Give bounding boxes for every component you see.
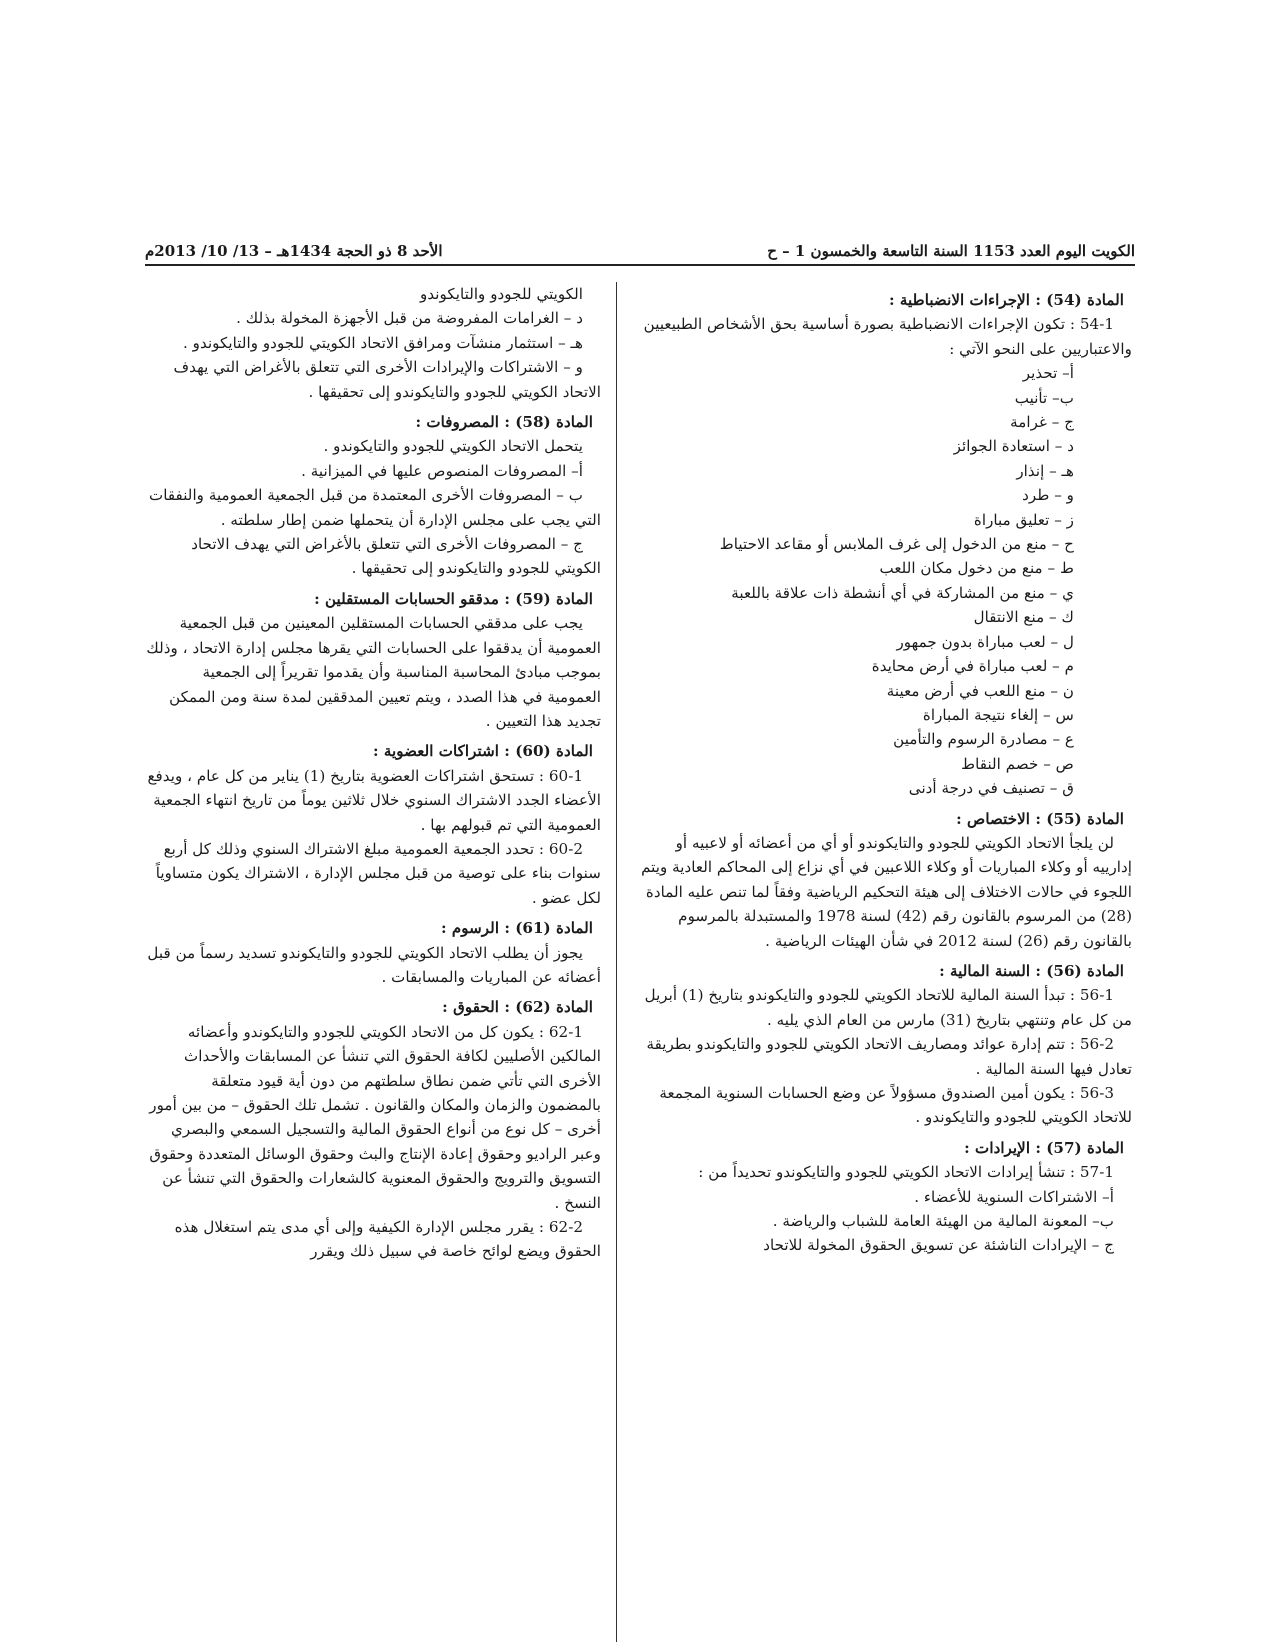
paragraph: الكويتي للجودو والتايكوندو: [420, 285, 583, 303]
left-column: [145, 282, 601, 1264]
page-header: [145, 232, 1135, 260]
header-issue-info: الكويت اليوم العدد 1153 السنة التاسعة والخمسون 1 – ح: [767, 242, 1135, 260]
list-item: هـ – إنذار: [1016, 461, 1074, 480]
article-heading: المادة (56) : السنة المالية :: [939, 961, 1124, 980]
article-heading: المادة (57) : الإيرادات :: [964, 1138, 1124, 1157]
article-heading: المادة (58) : المصروفات :: [415, 413, 593, 432]
article-heading: المادة (60) : اشتراكات العضوية :: [373, 742, 593, 761]
paragraph: هـ – استثمار منشآت ومرافق الاتحاد الكويتي للجودو والتايكوندو .: [182, 333, 583, 352]
paragraph: أ– المصروفات المنصوص عليها في الميزانية .: [301, 461, 583, 480]
paragraph: لن يلجأ الاتحاد الكويتي للجودو والتايكوندو أو أي من أعضائه أو لاعبيه أو إدارييه أو وكلاء المباريات أو وكلاء اللاعبين في أي نزاع إلى المحاكم العادية ويتم اللجوء في حالات الاختلاف إلى هيئة التحكيم الرياضية وفقاً لما تنص عليه المادة (28) من المرسوم بالقانون رقم (42) لسنة 1978 والمستبدلة بالمرسوم بالقانون رقم (26) لسنة 2012 في شأن الهيئات الرياضية .: [641, 833, 1132, 950]
list-item: ع – مصادرة الرسوم والتأمين: [893, 730, 1074, 749]
paragraph: أ– الاشتراكات السنوية للأعضاء .: [914, 1187, 1114, 1206]
paragraph: 60-2 : تحدد الجمعية العمومية مبلغ الاشتراك السنوي وذلك كل أربع سنوات بناء على توصية من قبل مجلس الإدارة ، الاشتراك يكون متساوياً لكل عضو .: [155, 839, 601, 907]
list-item: ك – منع الانتقال: [973, 608, 1074, 627]
paragraph: 56-2 : تتم إدارة عوائد ومصاريف الاتحاد الكويتي للجودو والتايكوندو بطريقة تعادل فيها السنة المالية .: [646, 1035, 1132, 1078]
article-heading: المادة (62) : الحقوق :: [442, 998, 593, 1017]
article-heading: المادة (54) : الإجراءات الانضباطية :: [889, 291, 1124, 309]
paragraph: 56-3 : يكون أمين الصندوق مسؤولاً عن وضع الحسابات السنوية المجمعة للاتحاد الكويتي للجودو والتايكوندو .: [659, 1084, 1132, 1127]
paragraph: ج – المصروفات الأخرى التي تتعلق بالأغراض التي يهدف الاتحاد الكويتي للجودو والتايكوندو إلى تحقيقها .: [191, 535, 601, 578]
list-item: و – طرد: [1022, 486, 1074, 505]
paragraph: 56-1 : تبدأ السنة المالية للاتحاد الكويتي للجودو والتايكوندو بتاريخ (1) أبريل من كل عام وتنتهي بتاريخ (31) مارس من العام الذي يليه .: [644, 986, 1132, 1029]
list-item: ي – منع من المشاركة في أي أنشطة ذات علاقة باللعبة: [731, 583, 1074, 602]
list-item: ق – تصنيف في درجة أدنى: [908, 779, 1074, 798]
header-date: الأحد 8 ذو الحجة 1434هـ – 13/ 10/ 2013م: [145, 242, 443, 260]
list-item: أ– تحذير: [1022, 364, 1074, 383]
list-item: س – إلغاء نتيجة المباراة: [922, 705, 1074, 724]
paragraph: يتحمل الاتحاد الكويتي للجودو والتايكوندو .: [323, 437, 583, 456]
paragraph: يجوز أن يطلب الاتحاد الكويتي للجودو والتايكوندو تسديد رسماً من قبل أعضائه عن المباريات والمسابقات .: [147, 943, 601, 986]
paragraph: 62-2 : يقرر مجلس الإدارة الكيفية وإلى أي مدى يتم استغلال هذه الحقوق ويضع لوائح خاصة في سبيل ذلك ويقرر: [174, 1218, 601, 1261]
list-item: ز – تعليق مباراة: [973, 510, 1074, 529]
paragraph: 62-1 : يكون كل من الاتحاد الكويتي للجودو والتايكوندو وأعضائه المالكين الأصليين لكافة الحقوق التي تنشأ عن المسابقات والأحداث الأخرى التي تأتي ضمن نطاق سلطتهم من دون أية قيود متعلقة بالمضمون والزمان والمكان والقانون . تشمل تلك الحقوق – من بين أمور أخرى – كل نوع من أنواع الحقوق المالية والتسجيل السمعي والبصري وعبر الراديو وحقوق إعادة الإنتاج والبث وحقوق الوسائل المتعددة وحقوق التسويق والترويج والحقوق المعنوية كالشعارات والحقوق التي تنشأ عن النسخ .: [149, 1022, 601, 1212]
article-heading: المادة (55) : الاختصاص :: [956, 809, 1124, 828]
paragraph: ب– المعونة المالية من الهيئة العامة للشباب والرياضة .: [772, 1212, 1114, 1231]
paragraph: 57-1 : تنشأ إيرادات الاتحاد الكويتي للجودو والتايكوندو تحديداً من :: [698, 1163, 1114, 1182]
column-divider: [616, 282, 617, 1642]
list-item: ب– تأنيب: [1014, 388, 1074, 407]
article-heading: المادة (59) : مدققو الحسابات المستقلين :: [314, 589, 593, 608]
list-item: ل – لعب مباراة بدون جمهور: [896, 632, 1074, 651]
list-item: ج – غرامة: [1010, 413, 1074, 432]
list-item: ح – منع من الدخول إلى غرف الملابس أو مقاعد الاحتياط: [719, 535, 1074, 554]
paragraph: يجب على مدققي الحسابات المستقلين المعينين من قبل الجمعية العمومية أن يدققوا على الحسابات التي يقرها مجلس إدارة الاتحاد ، وذلك بموجب مبادئ المحاسبة المناسبة وأن يقدموا تقريراً إلى الجمعية العمومية في هذا الصدد ، ويتم تعيين المدققين لمدة سنة ومن الممكن تجديد هذا التعيين .: [146, 614, 601, 730]
paragraph: د – الغرامات المفروضة من قبل الأجهزة المخولة بذلك .: [236, 309, 583, 328]
list-item: ط – منع من دخول مكان اللعب: [879, 559, 1074, 578]
right-column: [632, 282, 1132, 1258]
paragraph: ب – المصروفات الأخرى المعتمدة من قبل الجمعية العمومية والنفقات التي يجب على مجلس الإدارة أن يتحملها ضمن إطار سلطته .: [148, 486, 601, 529]
header-rule: [145, 264, 1135, 266]
list-item: د – استعادة الجوائز: [953, 437, 1074, 456]
list-item: ن – منع اللعب في أرض معينة: [886, 681, 1074, 700]
paragraph: 60-1 : تستحق اشتراكات العضوية بتاريخ (1) يناير من كل عام ، ويدفع الأعضاء الجدد الاشتراك السنوي خلال ثلاثين يوماً من تاريخ انتهاء الجمعية العمومية التي تم قبولهم بها .: [147, 766, 601, 834]
list-item: ص – خصم النقاط: [961, 754, 1074, 773]
article-heading: المادة (61) : الرسوم :: [440, 919, 593, 938]
paragraph: و – الاشتراكات والإيرادات الأخرى التي تتعلق بالأغراض التي يهدف الاتحاد الكويتي للجودو والتايكوندو إلى تحقيقها .: [173, 358, 601, 401]
paragraph: ج – الإيرادات الناشئة عن تسويق الحقوق المخولة للاتحاد: [763, 1236, 1114, 1255]
paragraph: 54-1 : تكون الإجراءات الانضباطية بصورة أساسية بحق الأشخاص الطبيعيين والاعتباريين على النحو الآتي :: [643, 315, 1132, 358]
list-item: م – لعب مباراة في أرض محايدة: [871, 657, 1074, 676]
